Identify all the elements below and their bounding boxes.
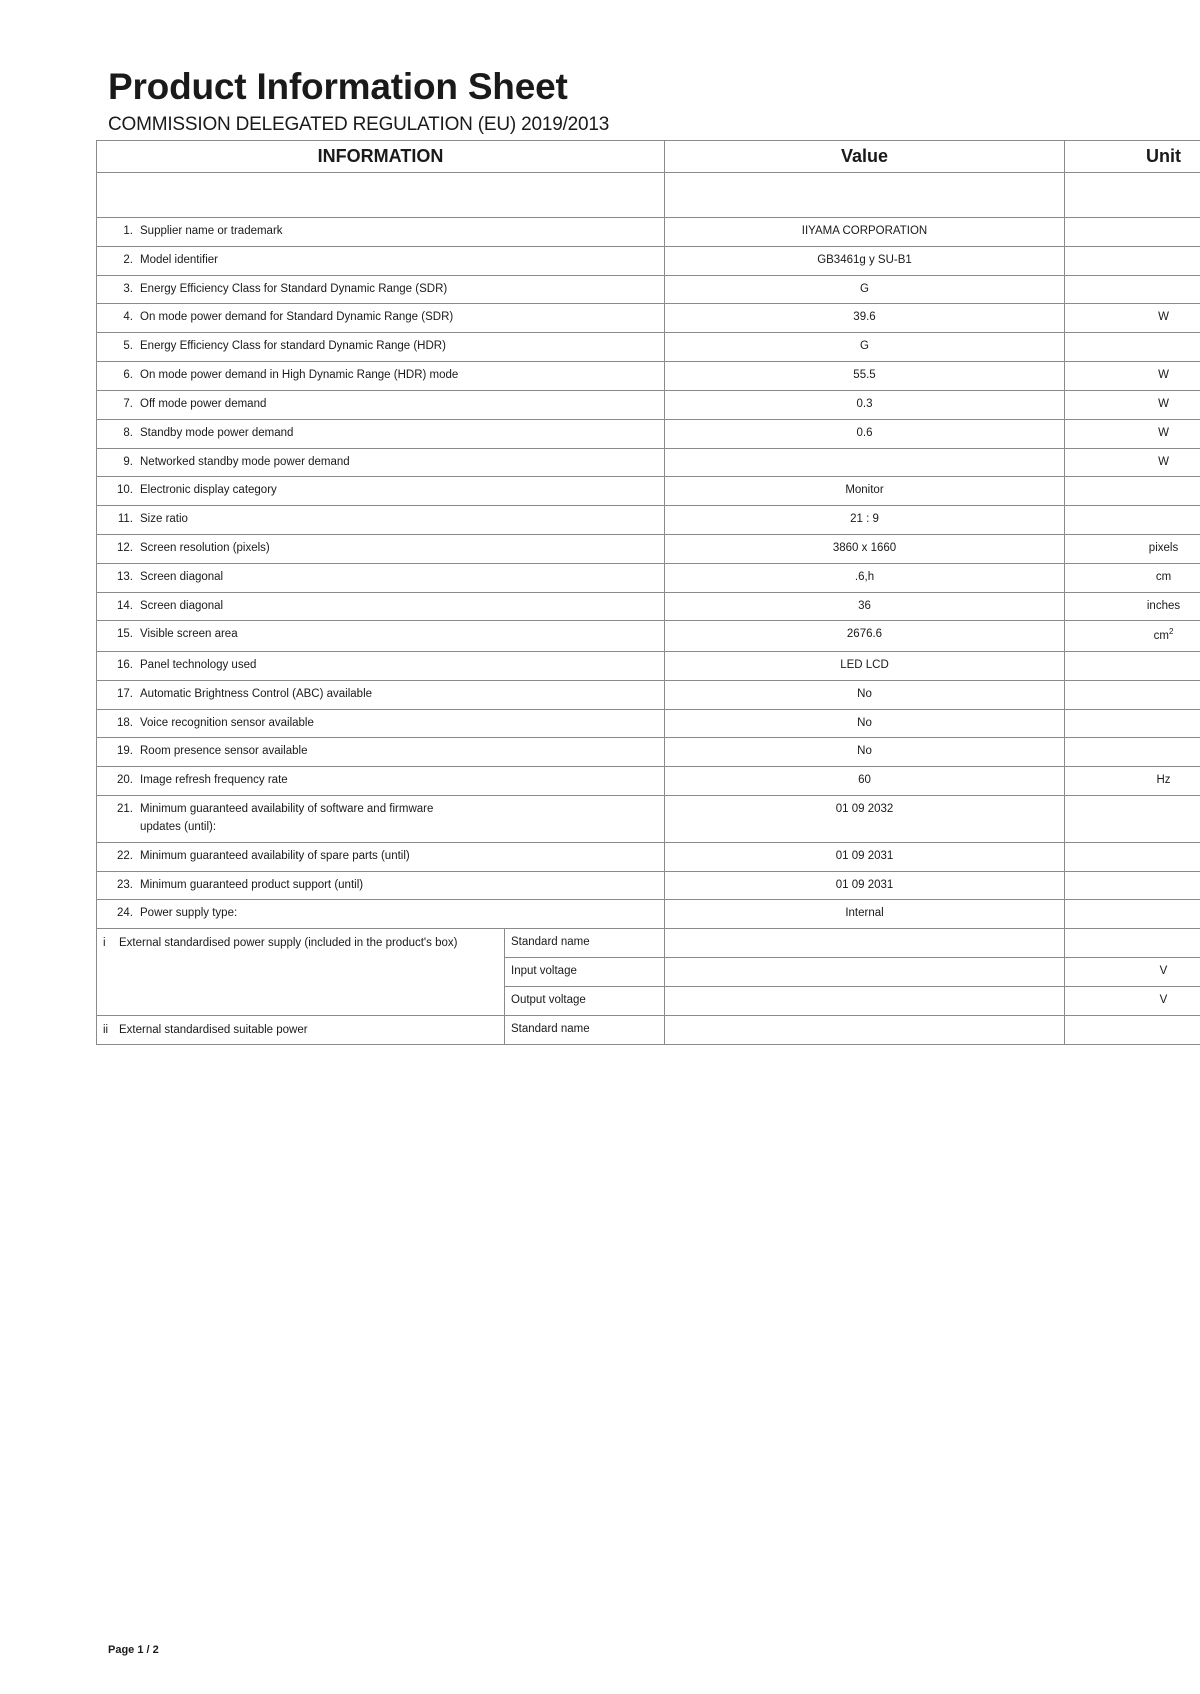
- row-label: Screen diagonal: [140, 599, 224, 612]
- row-label: Minimum guaranteed availability of software and firmware updates (until):: [140, 803, 434, 833]
- external-supply-unit: V: [1065, 957, 1200, 986]
- row-unit-cell: Hz: [1065, 767, 1200, 796]
- external-supply-sub-label: Standard name: [505, 929, 665, 958]
- row-information-cell: [97, 275, 665, 304]
- row-unit-cell: $cm^2$: [1065, 621, 1200, 652]
- external-supply-value: [665, 986, 1065, 1015]
- external-supply-label: External standardised power supply (included in the product's box): [119, 937, 458, 950]
- row-number: 18.: [117, 716, 133, 729]
- row-number: 6.: [123, 369, 133, 382]
- external-supply-sub-label: Standard name: [505, 1015, 665, 1044]
- row-unit-cell: [1065, 506, 1200, 535]
- row-value-cell: 55.5: [665, 362, 1065, 391]
- external-supply-sub-label: Input voltage: [505, 957, 665, 986]
- row-information-cell: [97, 448, 665, 477]
- row-value-cell: 01 09 2031: [665, 842, 1065, 871]
- row-information-cell: [97, 477, 665, 506]
- row-unit-cell: [1065, 900, 1200, 929]
- column-header-value: Value: [665, 141, 1065, 173]
- page-subtitle: COMMISSION DELEGATED REGULATION (EU) 2019/2013: [108, 114, 610, 135]
- external-supply-label: External standardised suitable power: [119, 1023, 308, 1036]
- row-value-cell: 01 09 2031: [665, 871, 1065, 900]
- row-number: 15.: [117, 628, 133, 641]
- row-information-cell: [97, 709, 665, 738]
- row-number: 2.: [123, 253, 133, 266]
- table-row: [97, 563, 1200, 592]
- row-value-cell: .6,h: [665, 563, 1065, 592]
- row-unit-cell: [1065, 738, 1200, 767]
- row-value-cell: 39.6: [665, 304, 1065, 333]
- row-value-cell: 01 09 2032: [665, 796, 1065, 843]
- external-supply-sub-label: Output voltage: [505, 986, 665, 1015]
- row-label: Off mode power demand: [140, 397, 267, 410]
- row-value-cell: 60: [665, 767, 1065, 796]
- row-label: Energy Efficiency Class for standard Dynamic Range (HDR): [140, 340, 446, 353]
- row-unit-cell: W: [1065, 448, 1200, 477]
- row-unit-cell: W: [1065, 362, 1200, 391]
- row-information-cell: [97, 506, 665, 535]
- row-value-cell: 3860 x 1660: [665, 534, 1065, 563]
- row-label: Networked standby mode power demand: [140, 455, 350, 468]
- row-value-cell: GB3461g y SU-B1: [665, 246, 1065, 275]
- row-value-cell: G: [665, 333, 1065, 362]
- row-unit-cell: W: [1065, 304, 1200, 333]
- row-label: Screen diagonal: [140, 570, 224, 583]
- row-information-cell: [97, 796, 665, 843]
- external-supply-value: [665, 929, 1065, 958]
- row-information-cell: [97, 592, 665, 621]
- row-number: 20.: [117, 774, 133, 787]
- row-label: Minimum guaranteed product support (until): [140, 878, 364, 891]
- row-information-cell: [97, 534, 665, 563]
- row-number: 11.: [117, 513, 133, 526]
- external-supply-value: [665, 957, 1065, 986]
- row-label: Power supply type:: [140, 907, 238, 920]
- row-label: Standby mode power demand: [140, 426, 294, 439]
- table-row: [97, 506, 1200, 535]
- row-unit-cell: pixels: [1065, 534, 1200, 563]
- row-information-cell: [97, 900, 665, 929]
- row-number: 16.: [117, 659, 133, 672]
- row-label: Electronic display category: [140, 484, 277, 497]
- external-supply-marker: i: [103, 937, 106, 950]
- row-label: Energy Efficiency Class for Standard Dynamic Range (SDR): [140, 282, 448, 295]
- row-unit-cell: [1065, 652, 1200, 681]
- table-row: [97, 477, 1200, 506]
- row-number: 9.: [123, 455, 133, 468]
- external-supply-label-cell: [97, 929, 505, 1015]
- row-label: Panel technology used: [140, 659, 257, 672]
- row-label: On mode power demand for Standard Dynamic Range (SDR): [140, 311, 454, 324]
- row-label: Voice recognition sensor available: [140, 716, 314, 729]
- table-row: [97, 390, 1200, 419]
- row-value-cell: No: [665, 709, 1065, 738]
- row-label: Automatic Brightness Control (ABC) available: [140, 687, 373, 700]
- row-number: 12.: [117, 541, 133, 554]
- row-information-cell: [97, 652, 665, 681]
- row-unit-cell: [1065, 246, 1200, 275]
- row-information-cell: [97, 304, 665, 333]
- row-information-cell: [97, 767, 665, 796]
- external-supply-marker: ii: [103, 1023, 109, 1036]
- row-information-cell: [97, 621, 665, 652]
- row-label: Screen resolution (pixels): [140, 541, 270, 554]
- row-unit-cell: [1065, 796, 1200, 843]
- table-row: [97, 592, 1200, 621]
- row-number: 4.: [123, 311, 133, 324]
- row-unit-cell: [1065, 842, 1200, 871]
- table-row: [97, 246, 1200, 275]
- row-unit-cell: [1065, 871, 1200, 900]
- row-label: Image refresh frequency rate: [140, 774, 288, 787]
- table-spacer-row: [97, 173, 1200, 218]
- row-unit-cell: W: [1065, 419, 1200, 448]
- row-value-cell: 2676.6: [665, 621, 1065, 652]
- row-value-cell: 36: [665, 592, 1065, 621]
- row-label: Supplier name or trademark: [140, 225, 283, 237]
- row-label: Minimum guaranteed availability of spare parts (until): [140, 849, 410, 862]
- product-information-table: [96, 140, 1200, 1045]
- row-number: 24.: [117, 907, 133, 920]
- row-information-cell: [97, 390, 665, 419]
- row-information-cell: [97, 419, 665, 448]
- row-unit-cell: cm: [1065, 563, 1200, 592]
- row-unit-cell: W: [1065, 390, 1200, 419]
- row-number: 14.: [117, 599, 133, 612]
- table-row: [97, 534, 1200, 563]
- table-body: [97, 173, 1200, 1045]
- row-unit-cell: [1065, 218, 1200, 247]
- table-row: [97, 218, 1200, 247]
- row-label: Room presence sensor available: [140, 745, 308, 758]
- row-unit-cell: inches: [1065, 592, 1200, 621]
- table-row: [97, 304, 1200, 333]
- row-label: Visible screen area: [140, 628, 238, 641]
- table-row: [97, 275, 1200, 304]
- table-row: [97, 738, 1200, 767]
- row-value-cell: 0.3: [665, 390, 1065, 419]
- row-value-cell: [665, 448, 1065, 477]
- row-unit-cell: [1065, 333, 1200, 362]
- row-number: 1.: [123, 225, 133, 237]
- column-header-unit: Unit: [1065, 141, 1200, 173]
- table-row: [97, 680, 1200, 709]
- row-value-cell: Internal: [665, 900, 1065, 929]
- row-label: On mode power demand in High Dynamic Range (HDR) mode: [140, 369, 459, 382]
- external-supply-unit: [1065, 929, 1200, 958]
- row-value-cell: Monitor: [665, 477, 1065, 506]
- row-label: Size ratio: [140, 513, 188, 526]
- table-row: [97, 448, 1200, 477]
- row-information-cell: [97, 333, 665, 362]
- row-value-cell: G: [665, 275, 1065, 304]
- table-row: [97, 362, 1200, 391]
- table-row: [97, 419, 1200, 448]
- page-footer: Page 1 / 2: [108, 1644, 159, 1656]
- row-information-cell: [97, 680, 665, 709]
- row-unit-cell: [1065, 275, 1200, 304]
- page-title: Product Information Sheet: [108, 66, 568, 107]
- row-value-cell: 21 : 9: [665, 506, 1065, 535]
- row-information-cell: [97, 842, 665, 871]
- row-value-cell: IIYAMA CORPORATION: [665, 218, 1065, 247]
- row-value-cell: No: [665, 738, 1065, 767]
- table-row: [97, 709, 1200, 738]
- row-information-cell: [97, 871, 665, 900]
- table-row: [97, 900, 1200, 929]
- row-information-cell: [97, 362, 665, 391]
- external-supply-value: [665, 1015, 1065, 1044]
- row-number: 17.: [117, 687, 133, 700]
- row-label: Model identifier: [140, 253, 218, 266]
- row-number: 5.: [123, 340, 133, 353]
- row-unit-cell: [1065, 680, 1200, 709]
- row-value-cell: 0.6: [665, 419, 1065, 448]
- external-supply-row: [97, 1015, 1200, 1044]
- row-information-cell: [97, 563, 665, 592]
- row-information-cell: [97, 246, 665, 275]
- external-supply-row: [97, 929, 1200, 958]
- row-number: 21.: [117, 803, 133, 816]
- external-supply-unit: [1065, 1015, 1200, 1044]
- row-value-cell: No: [665, 680, 1065, 709]
- row-information-cell: [97, 738, 665, 767]
- row-information-cell: [97, 218, 665, 247]
- row-number: 19.: [117, 745, 133, 758]
- row-number: 10.: [117, 484, 133, 497]
- table-row: [97, 767, 1200, 796]
- column-header-information: INFORMATION: [97, 141, 665, 173]
- row-unit-cell: [1065, 709, 1200, 738]
- row-number: 22.: [117, 849, 133, 862]
- table-row: [97, 871, 1200, 900]
- row-number: 7.: [123, 397, 133, 410]
- row-number: 23.: [117, 878, 133, 891]
- row-unit-cell: [1065, 477, 1200, 506]
- table-row: [97, 796, 1200, 843]
- table-header-row: [97, 141, 1200, 173]
- external-supply-unit: V: [1065, 986, 1200, 1015]
- row-value-cell: LED LCD: [665, 652, 1065, 681]
- row-number: 13.: [117, 570, 133, 583]
- table-row: [97, 621, 1200, 652]
- row-number: 3.: [123, 282, 133, 295]
- external-supply-label-cell: [97, 1015, 505, 1044]
- table-row: [97, 842, 1200, 871]
- table-row: [97, 652, 1200, 681]
- table-row: [97, 333, 1200, 362]
- row-number: 8.: [123, 426, 133, 439]
